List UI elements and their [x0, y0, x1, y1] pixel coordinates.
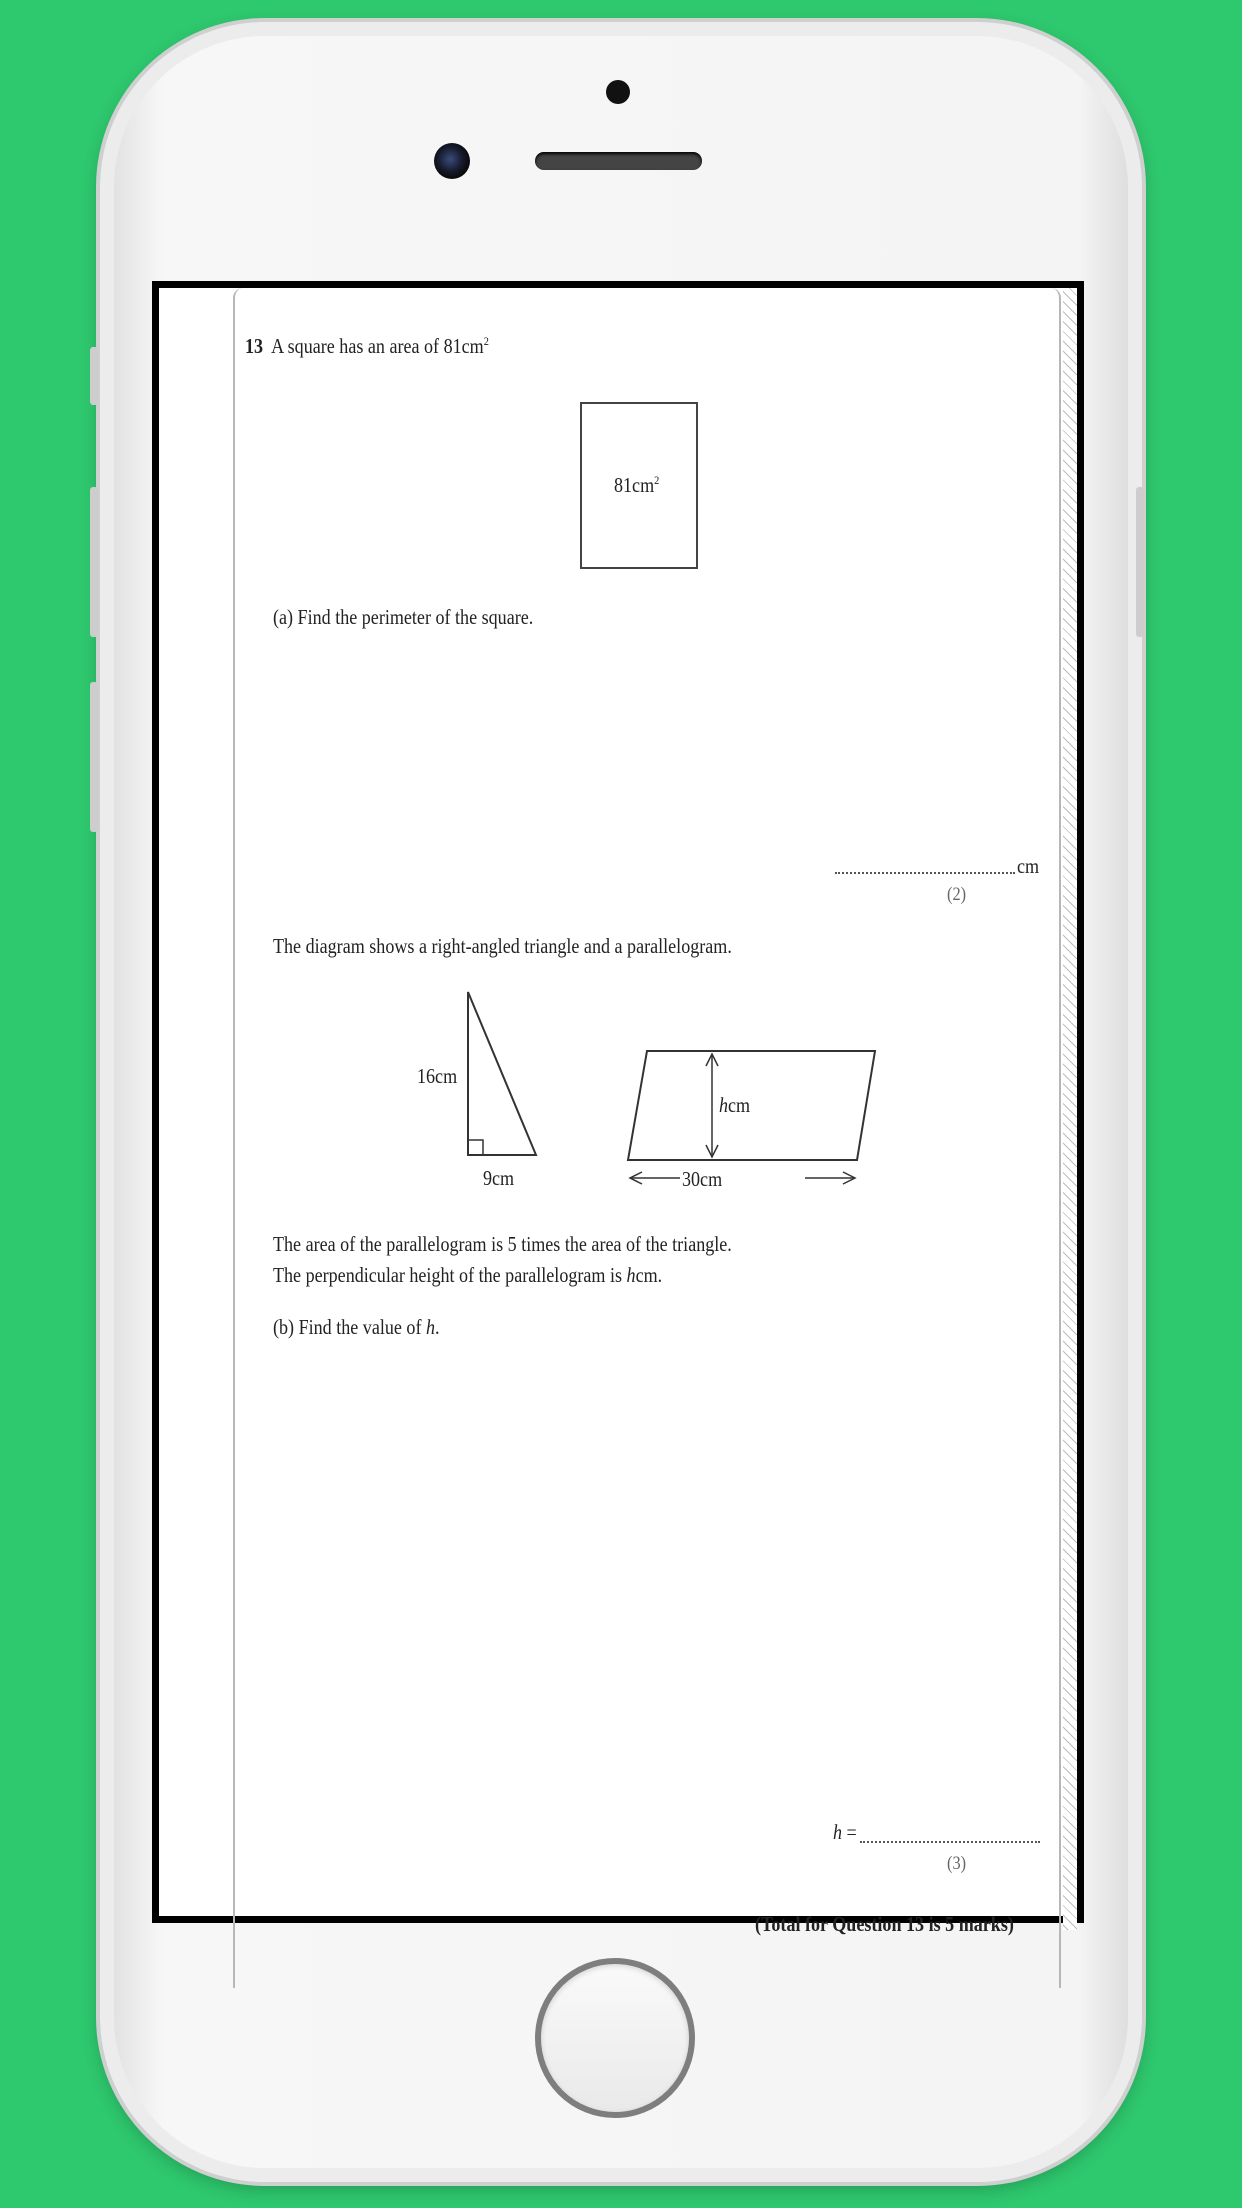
triangle-height-label: 16cm: [417, 1064, 458, 1088]
mute-switch[interactable]: [90, 347, 98, 405]
earpiece-speaker: [535, 152, 702, 170]
triangle-base-label: 9cm: [483, 1166, 515, 1190]
front-camera-icon: [434, 143, 470, 179]
triangle-shape: [468, 992, 536, 1155]
total-marks: (Total for Question 13 is 5 marks): [755, 1912, 1014, 1936]
para-height-var: h: [719, 1093, 729, 1117]
part-a-unit: cm: [1017, 854, 1040, 878]
parallelogram-shape: [628, 1051, 875, 1160]
volume-up-button[interactable]: [90, 487, 98, 637]
part-b-answer-line[interactable]: [860, 1841, 1040, 1843]
part-b-question: [273, 1315, 440, 1340]
para-height-unit: cm: [728, 1093, 751, 1117]
area-statement: The area of the parallelogram is 5 times the area of the triangle.: [273, 1232, 732, 1256]
para-height-label: [719, 1093, 750, 1118]
perp-var: h: [626, 1263, 636, 1287]
para-base-label: 30cm: [682, 1167, 723, 1191]
part-b-text: (b) Find the value of: [273, 1315, 422, 1339]
page-edge-hatching: [1063, 288, 1077, 1930]
answer-eq: =: [846, 1820, 857, 1844]
part-a-marks: (2): [947, 884, 967, 905]
part-a-question: (a) Find the perimeter of the square.: [273, 605, 534, 629]
square-label-value: 81: [614, 473, 633, 497]
question-number: 13: [245, 334, 264, 358]
question-intro-text: A square has an area of 81: [271, 334, 462, 358]
perp-text-a: The perpendicular height of the parallelogram is: [273, 1263, 623, 1287]
part-b-end: .: [435, 1315, 440, 1339]
square-label-exp: 2: [654, 473, 660, 487]
volume-down-button[interactable]: [90, 682, 98, 832]
part-b-answer-label: [833, 1820, 857, 1845]
diagram-description: The diagram shows a right-angled triangle and a parallelogram.: [273, 934, 732, 958]
right-angle-marker: [468, 1140, 483, 1155]
square-label-unit: cm: [632, 473, 655, 497]
triangle-diagram: [235, 288, 1059, 1188]
screen[interactable]: [152, 281, 1084, 1936]
perpendicular-statement: [273, 1263, 662, 1288]
exam-page[interactable]: [233, 288, 1061, 1988]
part-b-var: h: [425, 1315, 436, 1339]
power-button[interactable]: [1136, 487, 1144, 637]
question-intro-exp: 2: [483, 334, 489, 348]
proximity-sensor: [606, 80, 630, 104]
question-intro-unit: cm: [461, 334, 484, 358]
perp-text-b: cm.: [635, 1263, 663, 1287]
part-b-marks: (3): [947, 1853, 967, 1874]
answer-var: h: [833, 1820, 843, 1844]
